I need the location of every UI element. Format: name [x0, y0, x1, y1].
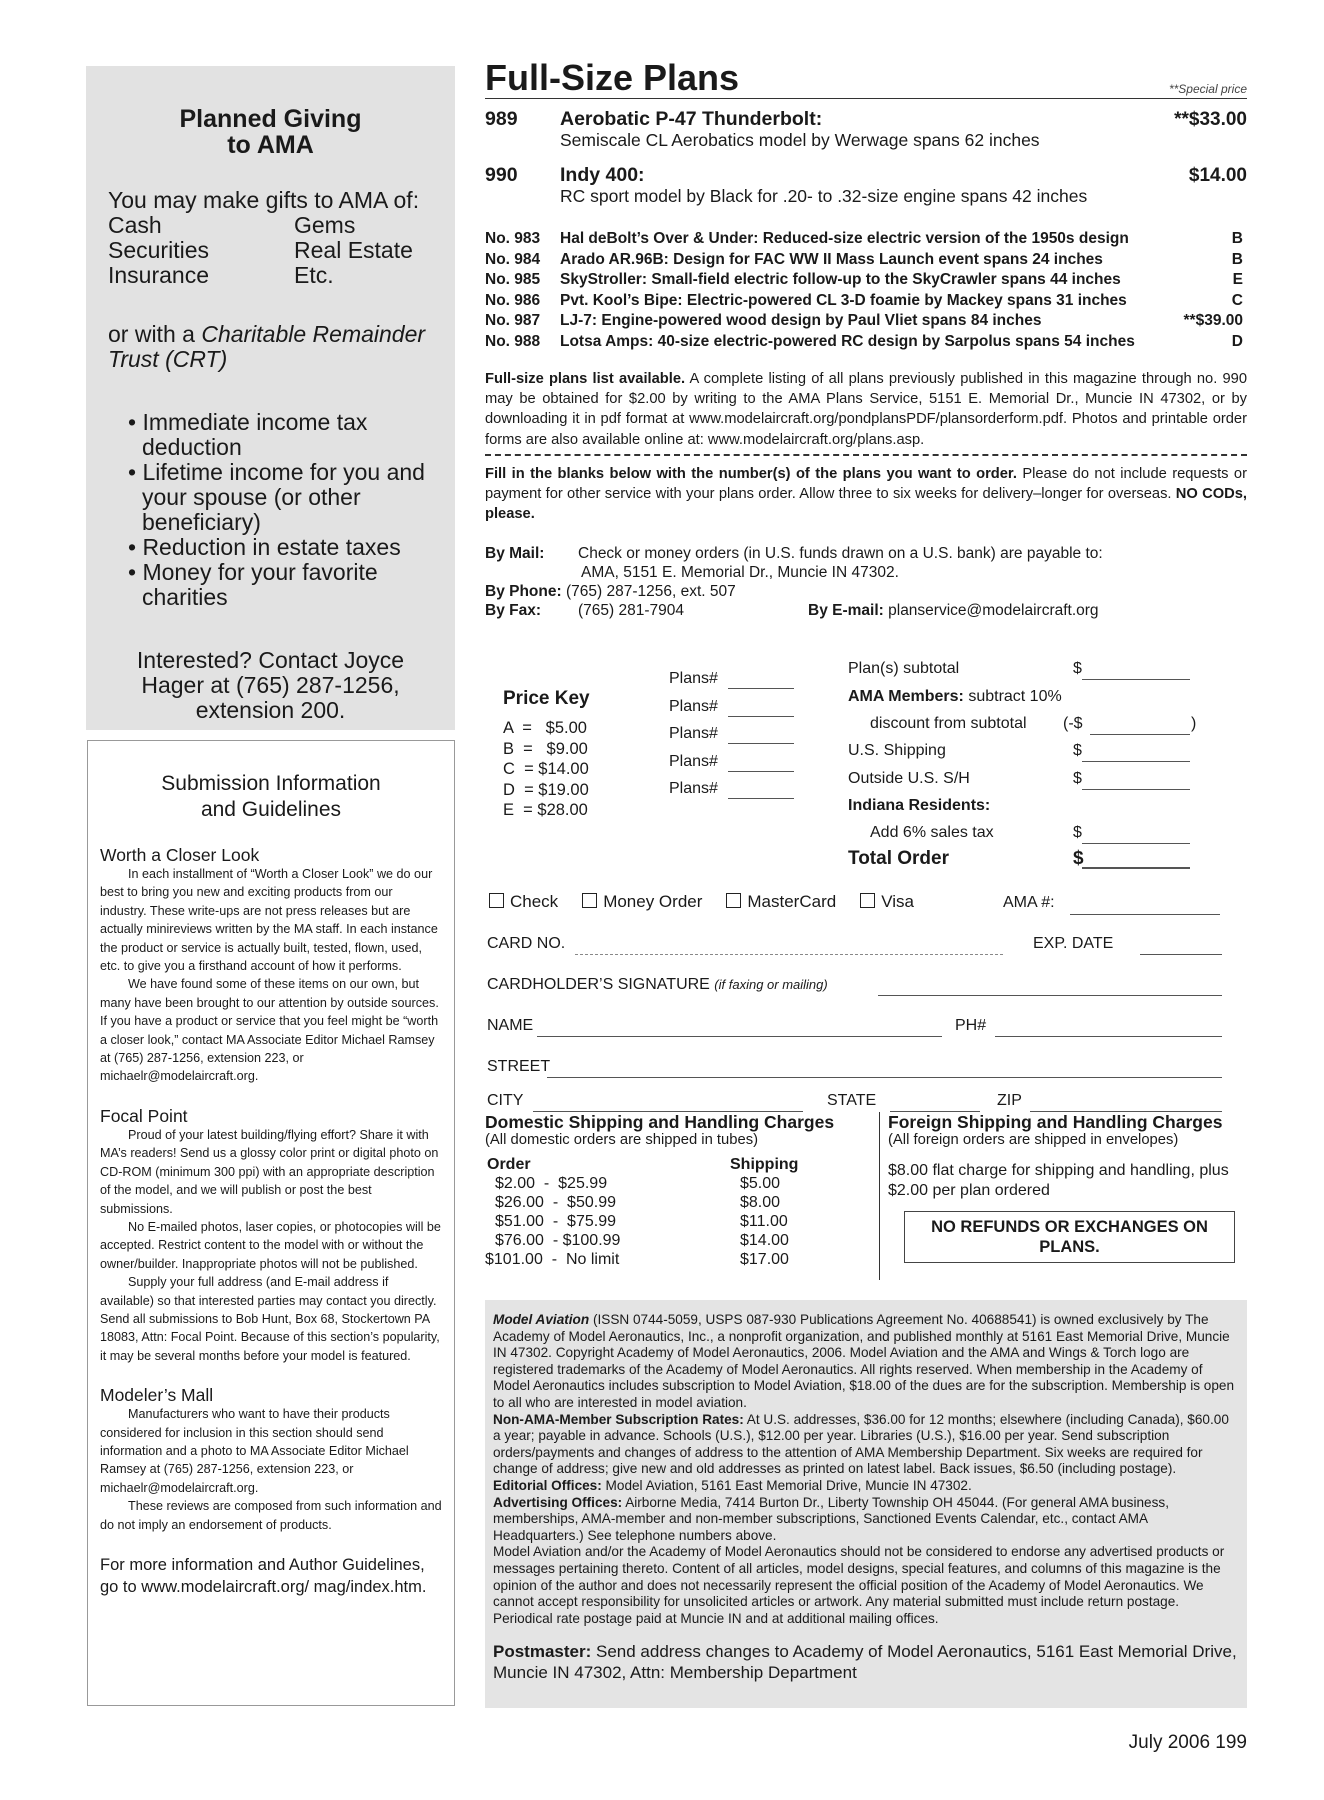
shipping-cost: $5.00 — [740, 1175, 781, 1192]
gift: Cash — [108, 212, 162, 238]
label: AMA #: — [1003, 894, 1055, 911]
label: $ — [1073, 770, 1082, 787]
plan-row — [485, 332, 1247, 353]
text: Send address changes to Academy of Model Aeronautics, 5161 East Memorial Drive, Muncie IN 47302, Attn: Membership Department — [493, 1642, 1237, 1683]
intro: You may make gifts to AMA of: — [108, 187, 420, 213]
order-range: $26.00 - $50.99 — [495, 1194, 616, 1211]
plan-name: Indy 400: — [560, 164, 645, 186]
crt-text — [108, 322, 433, 372]
label: PH# — [955, 1017, 987, 1034]
price-key-title: Price Key — [503, 688, 590, 709]
label: $ — [1073, 848, 1084, 869]
paragraph: Manufacturers who want to have their products considered for inclusion in this section should send information and a photo to MA Associate Editor Michael Ramsey at (765) 287-1256, extension 223, or michaelr@modelaircraft.org. — [100, 1407, 409, 1495]
order-range: $51.00 - $75.99 — [495, 1213, 616, 1230]
label: Visa — [881, 892, 914, 911]
label: Plans# — [669, 670, 718, 687]
col-header: Shipping — [730, 1156, 799, 1173]
price-key-item: B = $9.00 — [503, 739, 588, 758]
shipping-cost: $17.00 — [740, 1251, 789, 1268]
label: By E-mail: — [808, 602, 884, 620]
price-key: B — [1231, 250, 1243, 268]
plan-desc: 40-size electric-powered RC design by Sarpolus spans 54 inches — [653, 332, 1135, 350]
subheading: (All foreign orders are shipped in envelopes) — [888, 1132, 1179, 1148]
amount-field[interactable] — [1082, 761, 1190, 762]
benefit: • Reduction in estate taxes — [128, 534, 401, 560]
price-key: E — [1232, 271, 1243, 288]
foreign-text: $8.00 flat charge for shipping and handling, plus $2.00 per plan ordered — [888, 1162, 1229, 1199]
gift: Real Estate — [294, 237, 413, 263]
bold-lead: Full-size plans list available. — [485, 371, 686, 387]
plan-desc: Small-field electric follow-up to the SkyCrawler spans 44 inches — [647, 271, 1121, 288]
visa-option[interactable] — [860, 892, 914, 912]
price-key: **$39.00 — [1183, 312, 1243, 329]
title-line: Planned Giving — [179, 105, 362, 133]
price-key-item: E = $28.00 — [503, 801, 588, 819]
text: A complete listing of all plans previously published in this magazine through no. 990 may be obtained for $2.00 by writing to the AMA Plans Service, 5151 E. Memorial Dr., Muncie IN 47302, or by downloading it in pdf format at www.modelaircraft.org/pondplansPDF/plansorderform.pdf. Photos and printable order forms are also available online at: www.modelaircraft.org/plans.asp. — [485, 371, 1248, 448]
featured-plan — [485, 165, 1247, 207]
heading: Domestic Shipping and Handling Charges — [485, 1112, 835, 1132]
ama-number-field[interactable] — [1070, 914, 1220, 915]
plan-name: Arado AR.96B: — [560, 250, 669, 268]
text: Please do not include requests or payment for other service with your plans order. Allow three to six weeks for delivery–longer for overseas. — [485, 465, 1247, 503]
shipping-cost: $14.00 — [740, 1232, 789, 1249]
plan-desc: Reduced-size electric version of the 1950s design — [758, 230, 1129, 247]
bold-lead: Fill in the blanks below with the number(s) of the plans you want to order. — [485, 465, 1017, 482]
plan-desc: Electric-powered CL 3-D foamie by Mackey spans 31 inches — [682, 291, 1127, 309]
plans-number-field[interactable] — [728, 688, 794, 689]
plan-number: No. 988 — [485, 332, 541, 350]
bold-lead: Editorial Offices: — [493, 1477, 602, 1493]
label: Check — [510, 892, 559, 911]
subscription-rates — [493, 1412, 1239, 1478]
label: Money Order — [603, 892, 703, 911]
plan-name: Aerobatic P-47 Thunderbolt: — [560, 108, 823, 130]
plans-number-field[interactable] — [728, 716, 794, 717]
shipping-table — [485, 1155, 873, 1269]
label: Plans# — [669, 780, 718, 797]
author-guidelines: For more information and Author Guidelines, go to www.modelaircraft.org/ mag/index.htm. — [100, 1556, 427, 1596]
postmaster — [493, 1641, 1239, 1683]
price-key: B — [1231, 230, 1243, 247]
price-key-item: D = $19.00 — [503, 780, 589, 799]
street-field[interactable] — [547, 1077, 1222, 1078]
title-line: to AMA — [227, 131, 314, 159]
plan-number: 990 — [485, 164, 518, 186]
gift: Insurance — [108, 262, 210, 288]
shipping-charges — [485, 1112, 1247, 1280]
amount-field[interactable] — [1082, 843, 1190, 844]
planned-giving-title — [108, 106, 433, 158]
plan-row — [485, 229, 1247, 250]
crt: Charitable Remainder Trust (CRT) — [108, 321, 426, 372]
email: planservice@modelaircraft.org — [888, 602, 1099, 620]
plan-name: Hal deBolt’s Over & Under: — [560, 230, 759, 247]
order-range: $101.00 - No limit — [485, 1251, 620, 1268]
plans-header — [485, 58, 1247, 99]
subheading: (All domestic orders are shipped in tubes) — [485, 1132, 759, 1148]
plan-name: Pvt. Kool’s Bipe: — [560, 291, 683, 309]
label: $ — [1073, 660, 1082, 677]
mail-text: Check or money orders (in U.S. funds drawn on a U.S. bank) are payable to: — [578, 545, 1103, 563]
checkbox[interactable] — [582, 893, 597, 908]
order-form — [485, 642, 1247, 1112]
signature-field[interactable] — [878, 995, 1222, 996]
col-header: Order — [487, 1156, 531, 1173]
section-heading: Modeler’s Mall — [100, 1385, 214, 1406]
text: Model Aviation, 5161 East Memorial Drive, Muncie IN 47302. — [601, 1477, 972, 1493]
order-range: $76.00 - $100.99 — [495, 1232, 621, 1249]
benefit: • Immediate income tax deduction — [128, 409, 368, 460]
legal-box — [485, 1300, 1247, 1708]
no-cods: NO CODs, please. — [485, 486, 1247, 523]
plan-desc: Engine-powered wood design by Paul Vliet spans 84 inches — [597, 312, 1042, 329]
label: By Mail: — [485, 545, 545, 563]
label: STREET — [487, 1058, 551, 1075]
bold-lead: Non-AMA-Member Subscription Rates: — [493, 1411, 744, 1427]
benefit: • Lifetime income for you and your spouse (or other beneficiary) — [128, 459, 425, 535]
plan-number: No. 984 — [485, 250, 541, 268]
plan-number: No. 986 — [485, 291, 541, 309]
plan-list — [485, 229, 1247, 352]
plans-number-field[interactable] — [728, 798, 794, 799]
amount-field[interactable] — [1082, 789, 1190, 790]
shipping-cost: $11.00 — [740, 1213, 788, 1230]
label: By Phone: — [485, 583, 562, 601]
or-text: or with a — [108, 321, 202, 347]
price-key-list — [503, 718, 589, 821]
label: Plans# — [669, 752, 718, 770]
phone: (765) 287-1256, ext. 507 — [565, 583, 736, 601]
planned-giving-box — [86, 66, 455, 730]
gift: Gems — [294, 212, 356, 238]
label: $ — [1073, 742, 1082, 759]
label: STATE — [827, 1092, 877, 1109]
amount-field[interactable] — [1090, 734, 1190, 735]
label: Plans# — [669, 725, 718, 742]
label: CARDHOLDER’S SIGNATURE — [487, 976, 710, 993]
label: EXP. DATE — [1033, 935, 1114, 952]
section-heading: Worth a Closer Look — [100, 845, 260, 865]
price-key-item: A = $5.00 — [503, 719, 587, 737]
name-field[interactable] — [537, 1036, 942, 1037]
label: ZIP — [997, 1092, 1022, 1109]
plan-row — [485, 311, 1247, 332]
money-order-option[interactable] — [582, 892, 702, 912]
shipping-cost: $8.00 — [740, 1194, 781, 1211]
plan-name: LJ-7: — [560, 312, 598, 329]
gift-types — [108, 213, 433, 288]
text: (ISSN 0744-5059, USPS 087-930 Publications Agreement No. 40688541) is owned exclusively by The Academy of Model Aeronautics, Inc., a nonprofit organization, and published monthly at 5161 East Memorial Drive, Muncie IN 47302. Copyright Academy of Model Aeronautics, 2006. Model Aviation and the AMA and Wings & Torch logo are registered trademarks of the Academy of Model Aeronautics. All rights reserved. When membership in the Academy of Model Aeronautics includes subscription to Model Aviation, $18.00 of the dues are for the subscription. Membership is open to all who are interested in model aviation. — [493, 1312, 1235, 1410]
card-number-field[interactable] — [575, 954, 1003, 955]
plan-desc: Semiscale CL Aerobatics model by Werwage spans 62 inches — [560, 130, 1040, 150]
heading: Foreign Shipping and Handling Charges — [888, 1112, 1223, 1132]
label: By Fax: — [485, 602, 541, 620]
featured-plan — [485, 109, 1247, 151]
submission-title: Submission Information and Guidelines — [161, 772, 381, 821]
total-order-label: Total Order — [848, 848, 949, 869]
bold-lead: Postmaster: — [493, 1642, 592, 1662]
domestic-shipping — [485, 1112, 880, 1280]
price-key: D — [1231, 332, 1243, 350]
text: Airborne Media, 7414 Burton Dr., Liberty Township OH 45044. (For general AMA business, memberships, AMA-member and non-member subscriptions, Sanctioned Events Calendar, etc., contact AMA Headquarters.) See telephone numbers above. — [493, 1494, 1169, 1543]
amount-field[interactable] — [1082, 679, 1190, 680]
plans-number-field[interactable] — [728, 743, 794, 744]
order-contacts — [485, 544, 1247, 620]
payment-methods — [489, 892, 914, 912]
paragraph: Supply your full address (and E-mail address if available) so that interested parties may contact you directly. Send all submissions to Bob Hunt, Box 68, Stockertown PA 18083, Attn: Focal Point. Because of this section’s popularity, it may be several months before your model is featured. — [100, 1275, 440, 1363]
plans-section — [485, 58, 1247, 620]
publication-info — [493, 1312, 1239, 1412]
paragraph: No E-mailed photos, laser copies, or photocopies will be accepted. Restrict content to the model with or without the owner/builder. Inappropriate photos will not be published. — [100, 1219, 441, 1271]
label: Outside U.S. S/H — [848, 770, 970, 787]
price-key: C — [1231, 291, 1243, 309]
plan-desc: RC sport model by Black for .20- to .32-size engine spans 42 inches — [560, 186, 1088, 206]
plan-row — [485, 250, 1247, 271]
paragraph: Proud of your latest building/flying effort? Share it with MA’s readers! Send us a glossy color print or digital photo on CD-ROM (minimum 300 ppi) with an appropriate description of the model, and we will publish or post the best submissions. — [100, 1127, 439, 1216]
label: AMA Members: — [848, 688, 964, 705]
paragraph: We have found some of these items on our own, but many have been brought to our attention by outside sources. If you have a product or service that you feel might be “worth a closer look,” contact MA Associate Editor Michael Ramsey at (765) 287-1256, extension 223, or michaelr@modelaircraft.org. — [100, 977, 439, 1084]
plan-row — [485, 291, 1247, 312]
text: At U.S. addresses, $36.00 for 12 months; elsewhere (including Canada), $60.00 a year; payable in advance. Schools (U.S.), $12.00 per year. Libraries (U.S.), $16.00 per year. Send subscription orders/payments and changes of address to the attention of AMA Membership Department. Six weeks are required for change of address; give new and old addresses as printed on latest label. Back issues, $6.50 (including postage). — [493, 1411, 1229, 1477]
plan-row — [485, 270, 1247, 291]
label: Plan(s) subtotal — [848, 660, 960, 677]
label: (-$ — [1063, 715, 1083, 732]
plan-desc: Design for FAC WW II Mass Launch event spans 24 inches — [668, 250, 1103, 268]
plan-number: 989 — [485, 108, 518, 130]
label: CITY — [487, 1092, 524, 1109]
label: CARD NO. — [487, 935, 566, 952]
section-heading: Focal Point — [100, 1105, 188, 1126]
label: discount from subtotal — [870, 715, 1027, 732]
plans-number-field[interactable] — [728, 771, 794, 772]
plan-number: No. 987 — [485, 312, 541, 329]
submission-box — [87, 740, 455, 1706]
page-folio: July 2006 199 — [1128, 1732, 1247, 1753]
label: NAME — [487, 1017, 534, 1034]
plan-number: No. 985 — [485, 271, 541, 288]
amount-field[interactable] — [1082, 867, 1190, 869]
giving-contact: Interested? Contact Joyce Hager at (765) 287-1256, extension 200. — [136, 647, 405, 723]
phone-field[interactable] — [995, 1036, 1222, 1037]
label: (if faxing or mailing) — [714, 977, 828, 992]
label: MasterCard — [747, 892, 837, 911]
plan-name: Lotsa Amps: — [560, 332, 654, 350]
foreign-shipping — [880, 1112, 1247, 1280]
plan-price: $14.00 — [1188, 165, 1247, 186]
price-key-item: C = $14.00 — [503, 760, 589, 778]
advertising-offices — [493, 1495, 1239, 1545]
benefit: • Money for your favorite charities — [128, 559, 378, 610]
disclaimer: Model Aviation and/or the Academy of Model Aeronautics should not be considered to endorse any advertised products or messages pertaining thereto. Content of all articles, model designs, special features, and columns of this magazine is the opinion of the author and does not necessarily represent the official position of the Academy of Model Aeronautics. We cannot accept responsibility for unsolicited articles or artwork. Any material submitted must include return postage. Periodical rate postage paid at Muncie IN and at additional mailing offices. — [493, 1544, 1225, 1626]
checkbox[interactable] — [489, 893, 504, 908]
gift: Etc. — [294, 262, 334, 288]
no-refunds-notice: NO REFUNDS OR EXCHANGES ON PLANS. — [904, 1211, 1235, 1263]
plans-list-available — [485, 369, 1247, 456]
plan-name: SkyStroller: — [560, 271, 648, 288]
label: Plans# — [669, 697, 718, 715]
label: Indiana Residents: — [848, 797, 991, 814]
gift: Securities — [108, 237, 209, 263]
bold-lead: Advertising Offices: — [493, 1494, 623, 1510]
fill-instructions — [485, 464, 1247, 525]
plans-title: Full-Size Plans — [485, 57, 740, 98]
label: U.S. Shipping — [848, 742, 946, 759]
order-range: $2.00 - $25.99 — [495, 1175, 608, 1192]
benefits-list — [126, 410, 433, 610]
ma: Model Aviation — [493, 1312, 590, 1327]
plan-number: No. 983 — [485, 230, 541, 247]
paren: ) — [1191, 715, 1197, 732]
special-price-note: **Special price — [1168, 82, 1247, 96]
check-option[interactable] — [489, 892, 558, 912]
plan-price: **$33.00 — [1174, 109, 1247, 130]
paragraph: These reviews are composed from such information and do not imply an endorsement of products. — [100, 1499, 442, 1532]
label: subtract 10% — [963, 688, 1062, 705]
fax: (765) 281-7904 — [578, 602, 684, 620]
mastercard-option[interactable] — [726, 892, 836, 912]
checkbox[interactable] — [726, 893, 741, 908]
label: $ — [1073, 824, 1082, 841]
editorial-offices — [493, 1478, 1239, 1495]
exp-date-field[interactable] — [1140, 954, 1222, 955]
label: Add 6% sales tax — [870, 824, 994, 841]
checkbox[interactable] — [860, 893, 875, 908]
mail-address: AMA, 5151 E. Memorial Dr., Muncie IN 47302. — [581, 564, 899, 582]
paragraph: In each installment of “Worth a Closer Look” we do our best to bring you new and exciting products from our industry. These write-ups are not press releases but are actually minireviews written by the MA staff. In each instance the product or service is actually built, tested, flown, used, etc. to give you a firsthand account of how it performs. — [100, 867, 438, 974]
